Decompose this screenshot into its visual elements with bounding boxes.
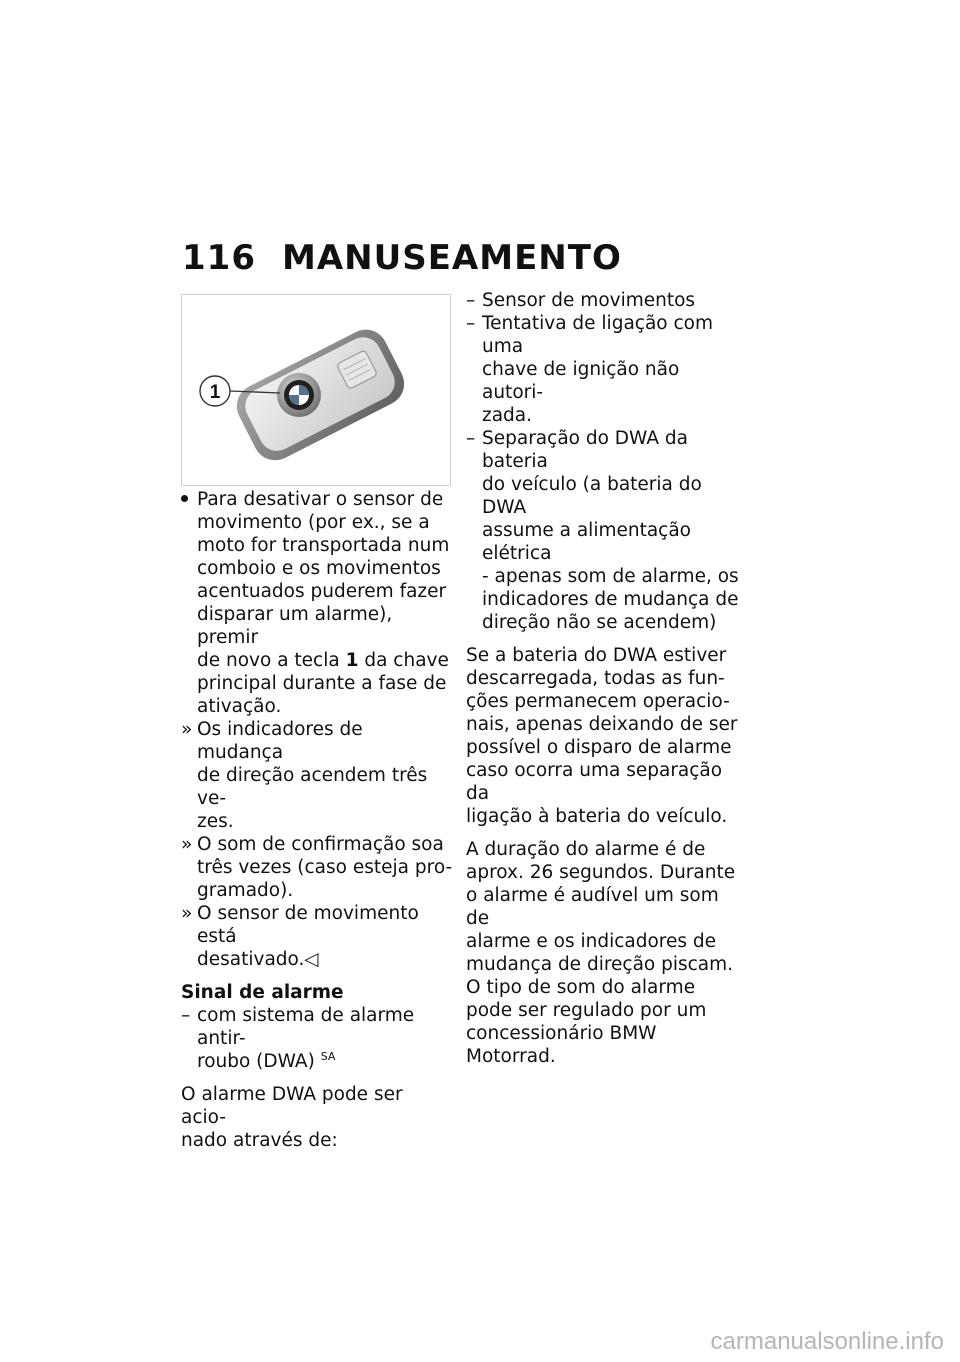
watermark: carmanualsonline.info bbox=[710, 1328, 944, 1355]
option-superscript: SA bbox=[320, 1049, 336, 1063]
key-reference: 1 bbox=[345, 650, 359, 671]
arrow-marker: » bbox=[181, 719, 193, 740]
result-item: » O som de confirmação soa três vezes (caso esteja pro- gramado). bbox=[181, 834, 453, 901]
page-number: 116 bbox=[182, 238, 256, 278]
dash-marker: – bbox=[466, 428, 476, 449]
dash-marker: – bbox=[181, 1005, 191, 1026]
paragraph: O alarme DWA pode ser acio- nado através de: bbox=[181, 1084, 403, 1151]
section-heading: Sinal de alarme bbox=[181, 982, 344, 1003]
right-column bbox=[466, 289, 746, 1068]
end-triangle-icon: ◁ bbox=[304, 949, 319, 970]
key-fob-illustration bbox=[182, 295, 450, 485]
callout-label: 1 bbox=[209, 382, 221, 403]
paragraph: Se a bateria do DWA estiver descarregada, todas as fun- ções permanecem operacio- nais, apenas deixando de ser possível o disparo de alarme caso ocorra uma separação da ligação à bateria do veículo. bbox=[466, 645, 738, 827]
key-figure bbox=[181, 294, 451, 486]
page-header bbox=[182, 236, 742, 280]
left-column bbox=[181, 488, 453, 1152]
dash-marker: – bbox=[466, 290, 476, 311]
bullet-dot bbox=[181, 488, 197, 511]
dash-item: – Sensor de movimentos bbox=[466, 290, 696, 311]
arrow-marker: » bbox=[181, 903, 193, 924]
page-title: MANUSEAMENTO bbox=[282, 238, 622, 278]
condition-item: – com sistema de alarme antir- roubo (DWA) $^{SA}$ bbox=[181, 1005, 415, 1072]
arrow-marker: » bbox=[181, 834, 193, 855]
result-item: » Os indicadores de mudança de direção acendem três ve- zes. bbox=[181, 719, 428, 832]
dash-item: – Separação do DWA da bateria do veículo (a bateria do DWA assume a alimentação elétrica - apenas som de alarme, os indicadores de mudança de direção não se acendem) bbox=[466, 428, 739, 633]
dash-marker: – bbox=[466, 313, 476, 334]
bullet-item: Para desativar o sensor de movimento (por ex., se a moto for transportada num comboio e os movimentos acentuados puderem fazer disparar um alarme), premir de novo a tecla 1 da chave principal durante a fase de ativação. bbox=[181, 488, 453, 718]
paragraph: A duração do alarme é de aprox. 26 segundos. Durante o alarme é audível um som de alarme e os indicadores de mudança de direção piscam. bbox=[466, 839, 736, 975]
bmw-logo-button bbox=[277, 373, 321, 417]
paragraph: O tipo de som do alarme pode ser regulado por um concessionário BMW Motorrad. bbox=[466, 977, 707, 1067]
dash-item: – Tentativa de ligação com uma chave de ignição não autori- zada. bbox=[466, 313, 713, 426]
result-item: » O sensor de movimento está desativado.◁ bbox=[181, 903, 419, 970]
